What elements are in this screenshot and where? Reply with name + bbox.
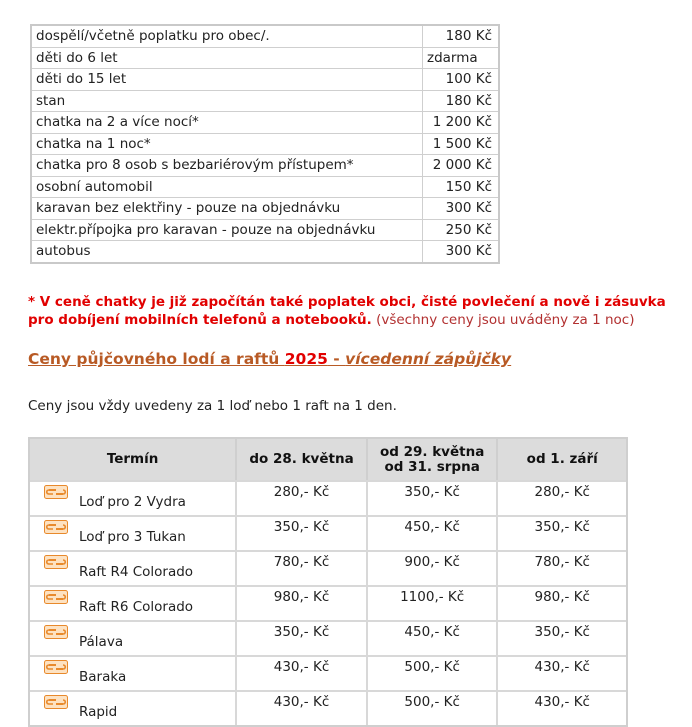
- boat-price-cell: [498, 655, 626, 690]
- heading-sub: vícedenní zápůjčky: [345, 350, 512, 368]
- boat-price: 430,- Kč: [273, 659, 330, 675]
- boat-price-cell: [237, 620, 368, 655]
- boat-name-cell: [30, 620, 237, 655]
- boat-price: 500,- Kč: [404, 694, 460, 710]
- price-row: [32, 241, 498, 262]
- price-row: [32, 220, 498, 242]
- price-value: zdarma: [423, 48, 498, 70]
- price-value: 300 Kč: [423, 198, 498, 220]
- boat-price-cell: [368, 515, 499, 550]
- price-label: dospělí/včetně poplatku pro obec/.: [32, 26, 423, 48]
- price-label: děti do 15 let: [32, 69, 423, 91]
- boat-row: [30, 620, 626, 655]
- boat-link-icon[interactable]: [44, 520, 68, 534]
- boat-rental-heading[interactable]: [28, 350, 511, 368]
- boat-name: Rapid: [79, 704, 118, 720]
- boat-price: 1100,- Kč: [400, 589, 465, 605]
- price-row: [32, 177, 498, 199]
- boat-price-cell: [498, 620, 626, 655]
- boat-price: 280,- Kč: [273, 484, 330, 500]
- boat-price: 450,- Kč: [404, 624, 460, 640]
- boat-row: [30, 515, 626, 550]
- heading-year: 2025: [284, 350, 328, 368]
- boat-name-cell: [30, 515, 237, 550]
- boat-price: 430,- Kč: [273, 694, 330, 710]
- header-period-2: od 29. května od 31. srpna: [368, 437, 499, 480]
- price-value: 2 000 Kč: [423, 155, 498, 177]
- heading-separator: -: [327, 350, 346, 368]
- boat-link-icon[interactable]: [44, 660, 68, 674]
- camp-price-table: [30, 24, 500, 264]
- price-value: 180 Kč: [423, 91, 498, 113]
- boat-price: 430,- Kč: [534, 694, 590, 710]
- boat-price-cell: [498, 690, 626, 725]
- price-label: chatka na 1 noc*: [32, 134, 423, 156]
- price-label: karavan bez elektřiny - pouze na objednávku: [32, 198, 423, 220]
- header-period-1: do 28. května: [237, 437, 368, 480]
- boat-price-cell: [498, 515, 626, 550]
- boat-link-icon[interactable]: [44, 590, 68, 604]
- boat-link-icon[interactable]: [44, 555, 68, 569]
- price-value: 1 200 Kč: [423, 112, 498, 134]
- cabin-note: [28, 293, 692, 329]
- boat-price: 350,- Kč: [404, 484, 460, 500]
- price-row: [32, 134, 498, 156]
- boat-price-table: [28, 437, 628, 727]
- price-row: [32, 26, 498, 48]
- header-period-3: od 1. září: [498, 437, 626, 480]
- boat-price: 350,- Kč: [273, 624, 330, 640]
- boat-name: Raft R6 Colorado: [79, 599, 194, 615]
- boat-price-intro: Ceny jsou vždy uvedeny za 1 loď nebo 1 raft na 1 den.: [28, 398, 397, 414]
- price-value: 250 Kč: [423, 220, 498, 242]
- boat-link-icon[interactable]: [44, 485, 68, 499]
- price-label: stan: [32, 91, 423, 113]
- boat-price-cell: [368, 480, 499, 515]
- boat-price-cell: [368, 620, 499, 655]
- price-row: [32, 91, 498, 113]
- boat-name-cell: [30, 585, 237, 620]
- boat-row: [30, 480, 626, 515]
- boat-price-cell: [498, 480, 626, 515]
- price-value: 100 Kč: [423, 69, 498, 91]
- boat-price-cell: [498, 585, 626, 620]
- price-label: děti do 6 let: [32, 48, 423, 70]
- cabin-note-unit: (všechny ceny jsou uváděny za 1 noc): [376, 312, 635, 328]
- boat-price-cell: [237, 585, 368, 620]
- price-label: chatka pro 8 osob s bezbariérovým přístupem*: [32, 155, 423, 177]
- boat-name-cell: [30, 690, 237, 725]
- price-value: 180 Kč: [423, 26, 498, 48]
- boat-price: 500,- Kč: [404, 659, 460, 675]
- price-row: [32, 198, 498, 220]
- price-row: [32, 69, 498, 91]
- boat-price-cell: [368, 690, 499, 725]
- boat-price-cell: [368, 585, 499, 620]
- boat-name-cell: [30, 480, 237, 515]
- price-label: chatka na 2 a více nocí*: [32, 112, 423, 134]
- boat-row: [30, 550, 626, 585]
- boat-price-cell: [368, 550, 499, 585]
- boat-price-cell: [237, 515, 368, 550]
- header-term: Termín: [30, 437, 237, 480]
- heading-main: Ceny půjčovného lodí a raftů: [28, 350, 285, 368]
- boat-name: Raft R4 Colorado: [79, 564, 194, 580]
- boat-price: 280,- Kč: [534, 484, 590, 500]
- boat-price: 350,- Kč: [273, 519, 330, 535]
- boat-row: [30, 655, 626, 690]
- boat-link-icon[interactable]: [44, 625, 68, 639]
- boat-price-cell: [237, 690, 368, 725]
- boat-price: 350,- Kč: [534, 519, 590, 535]
- boat-price-cell: [498, 550, 626, 585]
- boat-price-cell: [237, 550, 368, 585]
- price-value: 1 500 Kč: [423, 134, 498, 156]
- boat-name: Loď pro 2 Vydra: [79, 494, 186, 510]
- price-row: [32, 112, 498, 134]
- boat-link-icon[interactable]: [44, 695, 68, 709]
- boat-price: 980,- Kč: [534, 589, 590, 605]
- boat-price-cell: [237, 480, 368, 515]
- price-value: 300 Kč: [445, 243, 492, 260]
- cabin-note-text: * V ceně chatky je již započítán také poplatek obci, čisté povlečení a nově i zásuvka pro dobíjení mobilních telefonů a notebooků.: [28, 294, 666, 328]
- price-row: [32, 155, 498, 177]
- boat-price-cell: [368, 655, 499, 690]
- boat-price: 350,- Kč: [534, 624, 590, 640]
- boat-row: [30, 585, 626, 620]
- boat-name-cell: [30, 655, 237, 690]
- boat-price: 450,- Kč: [404, 519, 460, 535]
- price-value: 150 Kč: [423, 177, 498, 199]
- boat-price: 780,- Kč: [534, 554, 590, 570]
- boat-price: 980,- Kč: [273, 589, 330, 605]
- price-row: [32, 48, 498, 70]
- boat-name: Loď pro 3 Tukan: [79, 529, 186, 545]
- boat-row: [30, 690, 626, 725]
- boat-price-cell: [237, 655, 368, 690]
- price-label: elektr.přípojka pro karavan - pouze na objednávku: [32, 220, 423, 242]
- boat-name: Pálava: [79, 634, 124, 650]
- boat-table-header: [30, 437, 626, 480]
- boat-name: Baraka: [79, 669, 127, 685]
- boat-name-cell: [30, 550, 237, 585]
- price-label: osobní automobil: [32, 177, 423, 199]
- boat-price: 430,- Kč: [534, 659, 590, 675]
- boat-price: 780,- Kč: [273, 554, 330, 570]
- boat-price: 900,- Kč: [404, 554, 460, 570]
- price-label: autobus: [32, 241, 423, 262]
